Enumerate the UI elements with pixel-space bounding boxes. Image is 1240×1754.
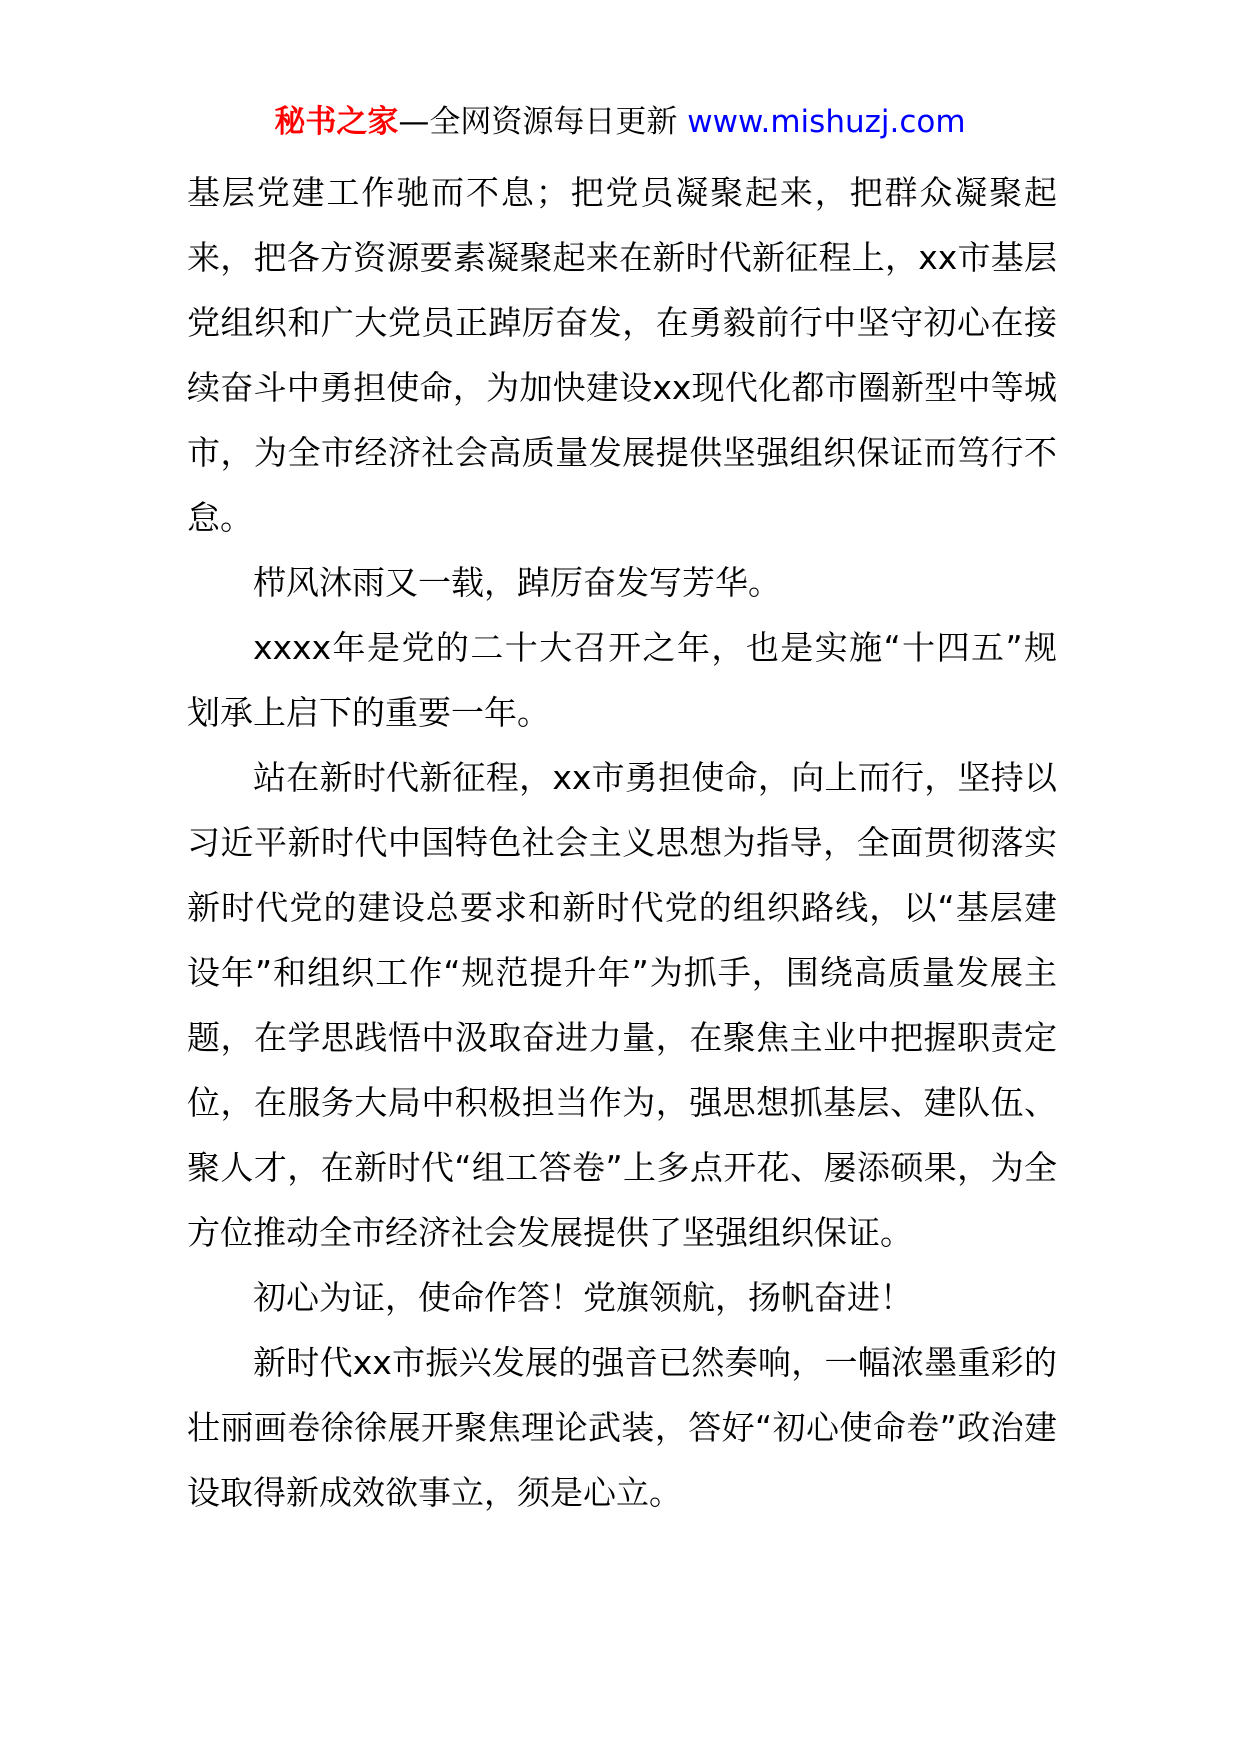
site-header xyxy=(0,100,1240,144)
paragraph: 新时代xx市振兴发展的强音已然奏响，一幅浓墨重彩的壮丽画卷徐徐展开聚焦理论武装，答好“初心使命卷”政治建设取得新成效欲事立，须是心立。 xyxy=(187,1343,1057,1512)
paragraph: xxxx年是党的二十大召开之年，也是实施“十四五”规划承上启下的重要一年。 xyxy=(187,628,1057,732)
paragraph: 栉风沐雨又一载，踔厉奋发写芳华。 xyxy=(253,563,781,602)
document-body xyxy=(187,160,1057,1525)
paragraph-continuation: 基层党建工作驰而不息；把党员凝聚起来，把群众凝聚起来，把各方资源要素凝聚起来在新时代新征程上，xx市基层党组织和广大党员正踔厉奋发，在勇毅前行中坚守初心在接续奋斗中勇担使命，为加快建设xx现代化都市圈新型中等城市，为全市经济社会高质量发展提供坚强组织保证而笃行不怠。 xyxy=(187,173,1057,537)
site-brand: 秘书之家 xyxy=(274,104,399,140)
site-url-link[interactable]: www.mishuzj.com xyxy=(687,104,966,140)
site-tagline: —全网资源每日更新 xyxy=(398,104,678,140)
paragraph: 站在新时代新征程，xx市勇担使命，向上而行，坚持以习近平新时代中国特色社会主义思想为指导，全面贯彻落实新时代党的建设总要求和新时代党的组织路线，以“基层建设年”和组织工作“规范提升年”为抓手，围绕高质量发展主题，在学思践悟中汲取奋进力量，在聚焦主业中把握职责定位，在服务大局中积极担当作为，强思想抓基层、建队伍、聚人才，在新时代“组工答卷”上多点开花、屡添硕果，为全方位推动全市经济社会发展提供了坚强组织保证。 xyxy=(187,758,1057,1252)
paragraph: 初心为证，使命作答！党旗领航，扬帆奋进！ xyxy=(253,1278,913,1317)
